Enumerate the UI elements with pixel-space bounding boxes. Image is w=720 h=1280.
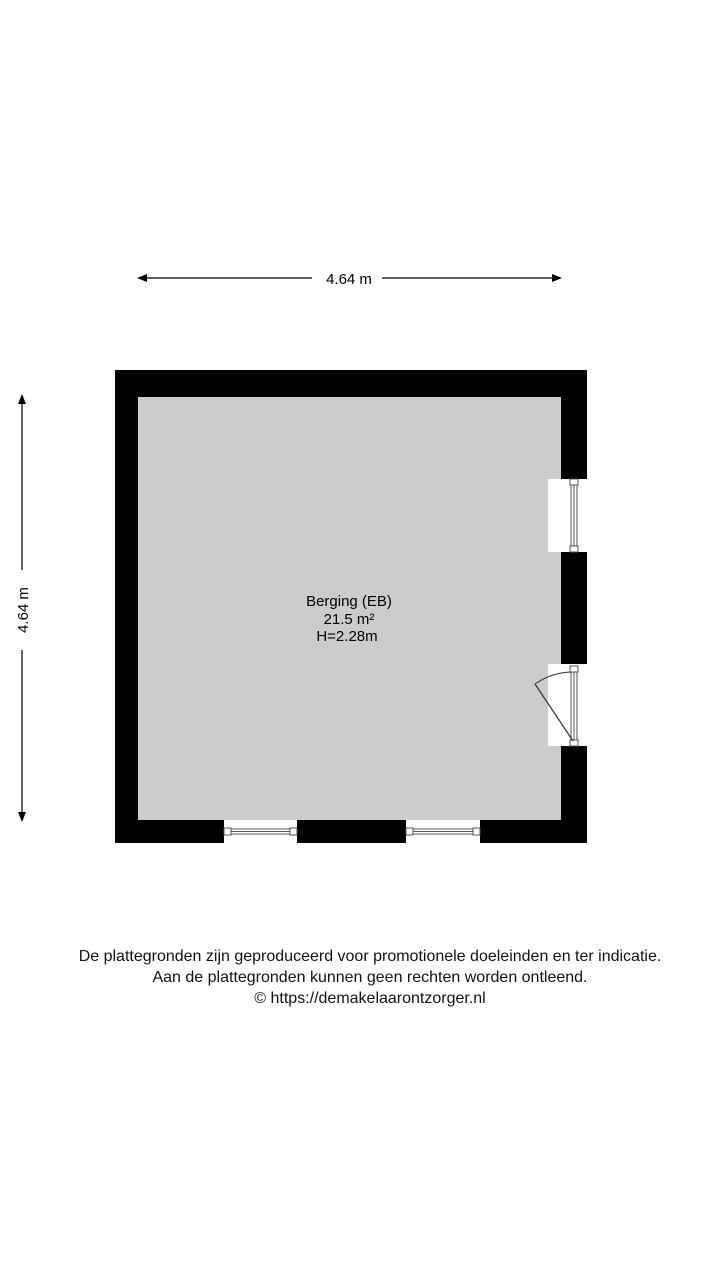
arrow-up-icon — [18, 394, 26, 404]
window-bottom-left — [224, 828, 297, 835]
room-height: H=2.28m — [316, 628, 378, 645]
height-label: 4.64 m — [15, 587, 32, 633]
window-right — [570, 479, 578, 552]
arrow-left-icon — [137, 274, 147, 282]
room-name: Berging (EB) — [306, 593, 392, 610]
disclaimer-line-2: Aan de plattegronden kunnen geen rechten worden ontleend. — [152, 969, 588, 986]
arrow-down-icon — [18, 812, 26, 822]
width-label: 4.64 m — [326, 271, 372, 288]
disclaimer — [0, 946, 720, 1009]
window-bottom-right — [406, 828, 480, 835]
width-dimension — [137, 271, 562, 288]
room-area: 21.5 m² — [323, 611, 375, 628]
disclaimer-line-3: © https://demakelaarontzorger.nl — [254, 990, 486, 1007]
height-dimension — [15, 394, 32, 822]
disclaimer-line-1: De plattegronden zijn geproduceerd voor promotionele doeleinden en ter indicatie. — [78, 948, 662, 965]
arrow-right-icon — [552, 274, 562, 282]
